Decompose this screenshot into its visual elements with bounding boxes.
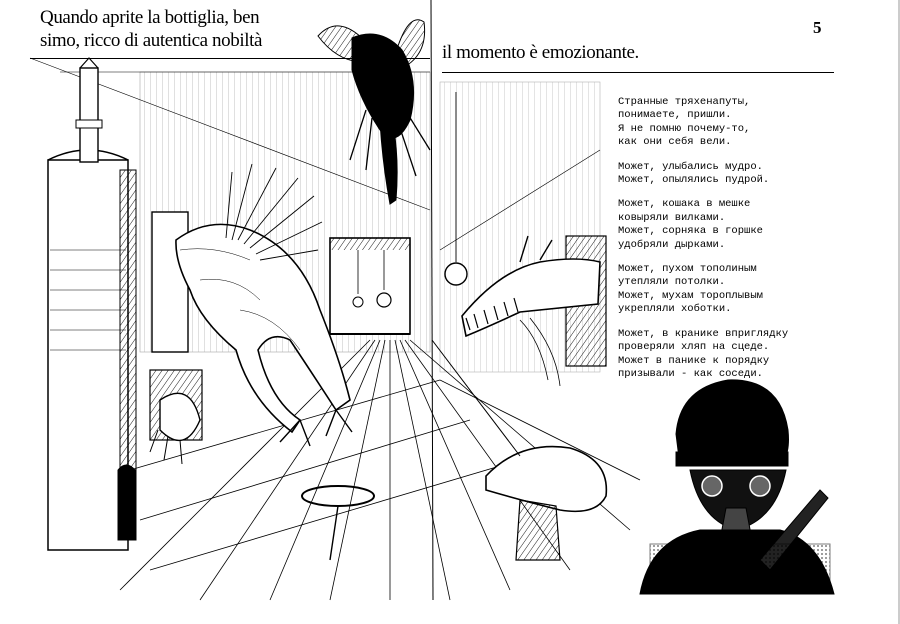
poem-line: Странные тряхенапуты, bbox=[618, 96, 751, 108]
poem-line: Может в панике к порядку bbox=[618, 354, 770, 367]
poem-line: Может, сорняка в горшке bbox=[618, 225, 763, 238]
poem-line: Может, мухам тороплывым bbox=[618, 289, 763, 302]
back-doorway bbox=[330, 238, 410, 334]
poem-stanza-5 bbox=[618, 328, 818, 382]
poem-stanza-2 bbox=[618, 161, 818, 188]
poem-line: Я не помню почему-то, bbox=[618, 122, 751, 135]
poem-line: Может, кошака в мешке bbox=[618, 198, 751, 211]
poem-line: укрепляли хоботки. bbox=[618, 303, 732, 316]
poem-line: проверяли хляп на сцеде. bbox=[618, 341, 770, 354]
page-number: 5 bbox=[813, 18, 822, 37]
headline-line-2: simo, ricco di autentica nobiltà bbox=[40, 30, 262, 51]
poem-stanza-1 bbox=[618, 96, 818, 150]
poem-line: призывали - как соседи. bbox=[618, 367, 763, 380]
steering-wheel bbox=[302, 486, 374, 560]
brick-tower bbox=[48, 58, 136, 550]
poem-stanza-4 bbox=[618, 263, 818, 317]
poem-line: удобряли дырками. bbox=[618, 238, 726, 251]
headline-line-1: Quando aprite la bottiglia, ben bbox=[40, 7, 260, 28]
poem-line: утепляли потолки. bbox=[618, 276, 726, 289]
poem-line: Может, пухом тополиным bbox=[618, 263, 757, 276]
poem-line: Может, опылялись пудрой. bbox=[618, 174, 770, 187]
poem-line: ковыряли вилками. bbox=[618, 211, 726, 224]
poem-line: понимаете, пришли. bbox=[618, 109, 732, 122]
poem bbox=[618, 96, 818, 392]
poem-line: как они себя вели. bbox=[618, 136, 732, 149]
gas-mask-figure bbox=[640, 380, 834, 594]
poem-stanza-3 bbox=[618, 198, 818, 252]
poem-line: Может, улыбались мудро. bbox=[618, 160, 763, 173]
poem-line: Может, в кранике вприглядку bbox=[618, 327, 789, 340]
headline-continuation: il momento è emozionante. bbox=[442, 42, 639, 63]
